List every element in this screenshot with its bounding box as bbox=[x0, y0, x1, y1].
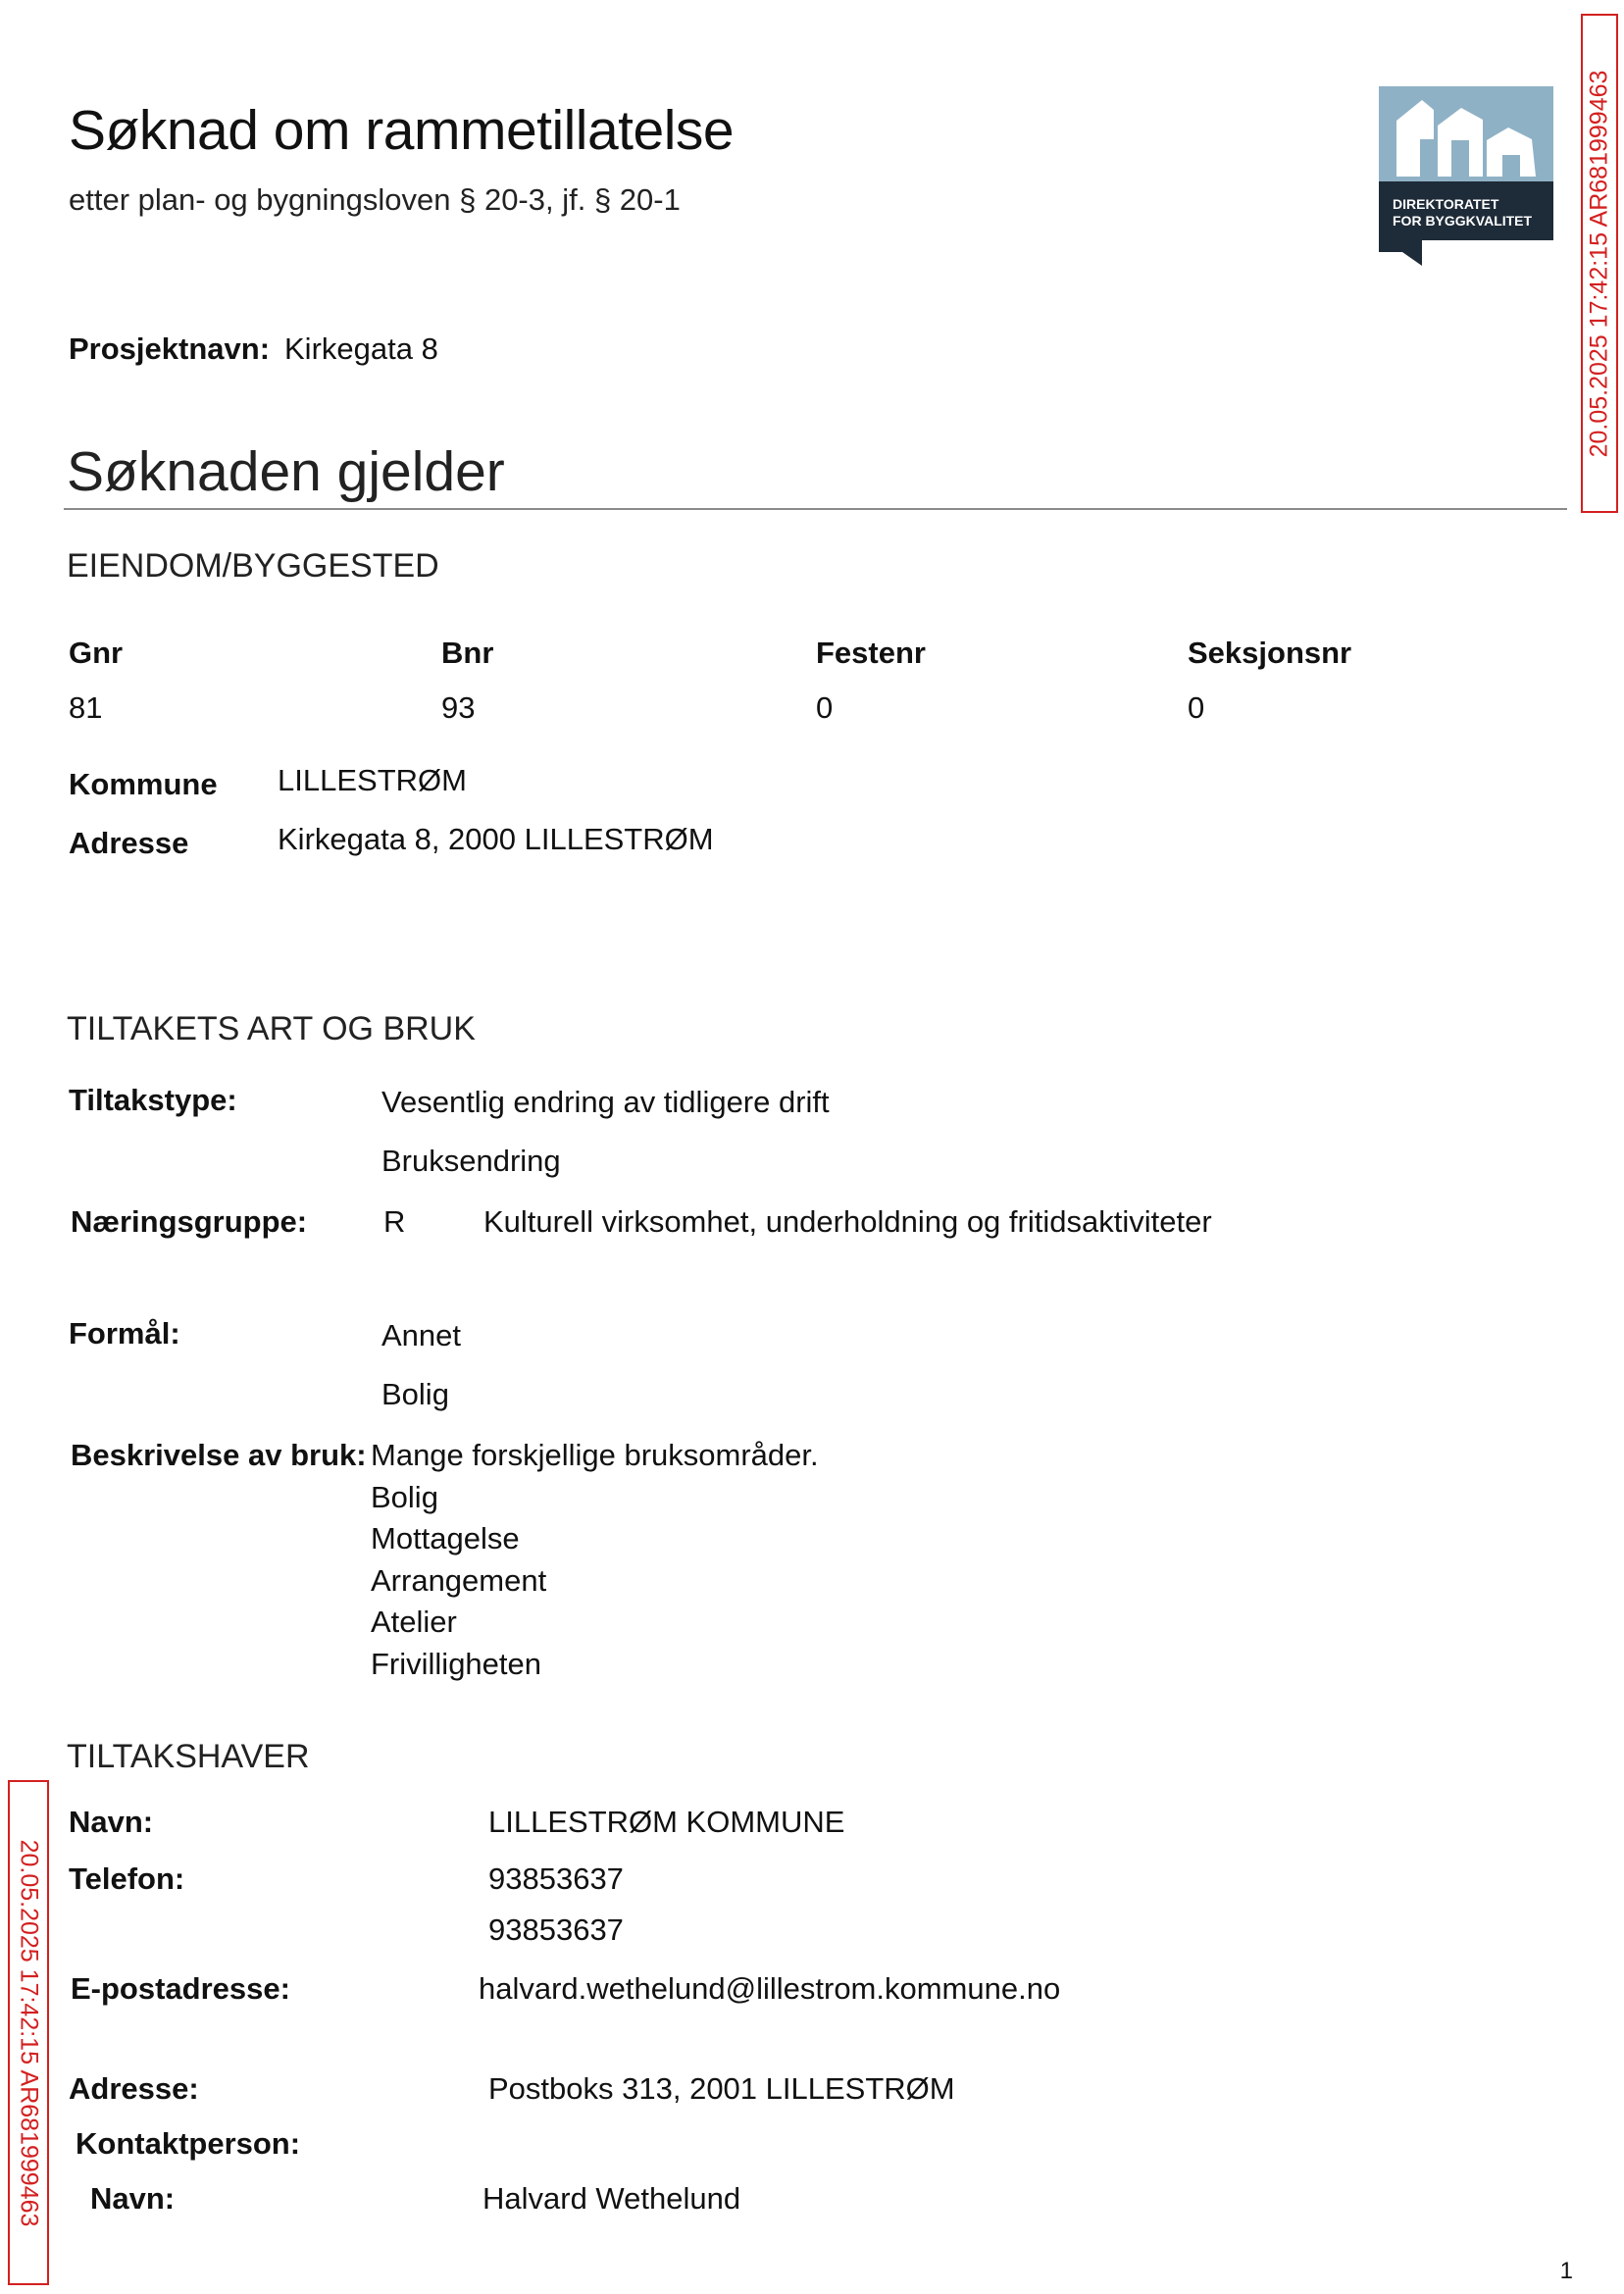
tiltakshaver-adresse-label: Adresse: bbox=[69, 2071, 199, 2106]
beskrivelse-line: Frivilligheten bbox=[371, 1647, 542, 1681]
tiltakstype-value: Vesentlig endring av tidligere drift bbox=[381, 1085, 830, 1119]
tiltakshaver-heading: TILTAKSHAVER bbox=[67, 1738, 310, 1775]
tiltakshaver-navn-label: Navn: bbox=[69, 1805, 154, 1839]
beskrivelse-line: Mange forskjellige bruksområder. bbox=[371, 1438, 819, 1472]
formal-value: Annet bbox=[381, 1318, 462, 1352]
naeringsgruppe-value: Kulturell virksomhet, underholdning og fritidsaktiviteter bbox=[483, 1204, 1212, 1239]
date-stamp-text: 20.05.2025 17:42:15 AR681999463 bbox=[15, 1839, 43, 2226]
festenr-value: 0 bbox=[816, 690, 834, 725]
project-name-value: Kirkegata 8 bbox=[284, 331, 438, 366]
eiendom-heading: EIENDOM/BYGGESTED bbox=[67, 547, 439, 585]
document-subtitle: etter plan- og bygningsloven § 20-3, jf. § 20-1 bbox=[69, 182, 681, 217]
section-divider bbox=[64, 508, 1567, 510]
date-stamp-top bbox=[1581, 14, 1618, 513]
seksjonsnr-value: 0 bbox=[1188, 690, 1205, 725]
kontaktperson-navn-value: Halvard Wethelund bbox=[482, 2181, 741, 2216]
logo-text-line2: FOR BYGGKVALITET bbox=[1393, 213, 1533, 229]
beskrivelse-line: Mottagelse bbox=[371, 1521, 520, 1555]
tiltakshaver-adresse-value: Postboks 313, 2001 LILLESTRØM bbox=[488, 2071, 955, 2106]
adresse-value: Kirkegata 8, 2000 LILLESTRØM bbox=[278, 822, 714, 856]
logo-text-panel bbox=[1379, 181, 1553, 240]
naeringsgruppe-label: Næringsgruppe: bbox=[71, 1204, 308, 1239]
epost-value: halvard.wethelund@lillestrom.kommune.no bbox=[479, 1971, 1061, 2006]
telefon-value: 93853637 bbox=[488, 1861, 624, 1896]
kontaktperson-label: Kontaktperson: bbox=[76, 2126, 301, 2161]
seksjonsnr-label: Seksjonsnr bbox=[1188, 636, 1352, 670]
kommune-value: LILLESTRØM bbox=[278, 763, 467, 797]
section-title: Søknaden gjelder bbox=[67, 440, 505, 503]
beskrivelse-line: Bolig bbox=[371, 1480, 438, 1514]
logo-flag-icon bbox=[1379, 240, 1422, 266]
beskrivelse-label: Beskrivelse av bruk: bbox=[71, 1438, 367, 1472]
beskrivelse-line: Atelier bbox=[371, 1605, 457, 1639]
dibk-logo bbox=[1379, 86, 1553, 277]
naeringsgruppe-code: R bbox=[383, 1204, 406, 1239]
project-name-label: Prosjektnavn: bbox=[69, 331, 271, 366]
building-icon bbox=[1379, 86, 1553, 181]
document-title: Søknad om rammetillatelse bbox=[69, 99, 735, 162]
logo-graphic bbox=[1379, 86, 1553, 181]
bnr-value: 93 bbox=[441, 690, 476, 725]
beskrivelse-line: Arrangement bbox=[371, 1563, 547, 1598]
date-stamp-text: 20.05.2025 17:42:15 AR681999463 bbox=[1585, 70, 1613, 457]
kontaktperson-navn-label: Navn: bbox=[90, 2181, 176, 2216]
page-number: 1 bbox=[1559, 2258, 1573, 2284]
gnr-value: 81 bbox=[69, 690, 103, 725]
tiltak-heading: TILTAKETS ART OG BRUK bbox=[67, 1010, 476, 1047]
festenr-label: Festenr bbox=[816, 636, 926, 670]
gnr-label: Gnr bbox=[69, 636, 124, 670]
logo-text-line1: DIREKTORATET bbox=[1393, 196, 1499, 212]
bnr-label: Bnr bbox=[441, 636, 494, 670]
tiltakstype-label: Tiltakstype: bbox=[69, 1083, 237, 1117]
formal-label: Formål: bbox=[69, 1316, 180, 1351]
adresse-label: Adresse bbox=[69, 826, 189, 860]
epost-label: E-postadresse: bbox=[71, 1971, 290, 2006]
tiltakshaver-navn-value: LILLESTRØM KOMMUNE bbox=[488, 1805, 845, 1839]
telefon-label: Telefon: bbox=[69, 1861, 185, 1896]
tiltakstype-value: Bruksendring bbox=[381, 1144, 561, 1178]
telefon-value: 93853637 bbox=[488, 1912, 624, 1947]
kommune-label: Kommune bbox=[69, 767, 218, 801]
formal-value: Bolig bbox=[381, 1377, 449, 1411]
date-stamp-left bbox=[8, 1780, 49, 2285]
